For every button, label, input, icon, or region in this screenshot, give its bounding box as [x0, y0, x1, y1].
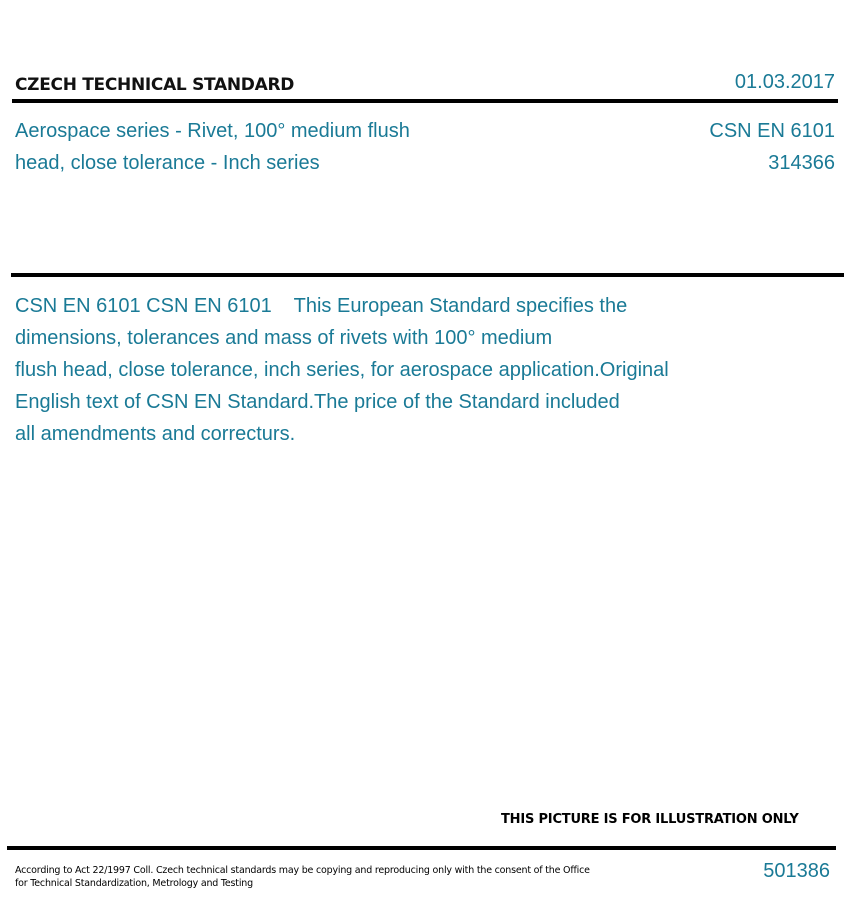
legal-notice — [15, 864, 595, 890]
title-line: Aerospace series - Rivet, 100° medium flush — [15, 120, 410, 142]
title-line: head, close tolerance - Inch series — [15, 152, 320, 174]
standard-code: CSN EN 6101 — [709, 120, 835, 142]
legal-line: for Technical Standardization, Metrology and Testing — [15, 878, 253, 889]
legal-line: According to Act 22/1997 Coll. Czech technical standards may be copying and reproducing only with the consent of the Office — [15, 865, 590, 876]
description-line: all amendments and correcturs. — [15, 423, 296, 445]
standard-title — [15, 115, 535, 179]
standard-label: CZECH TECHNICAL STANDARD — [15, 75, 295, 95]
catalog-number: 314366 — [768, 152, 835, 174]
description — [15, 290, 735, 450]
description-line: CSN EN 6101 CSN EN 6101 This European Standard specifies the — [15, 295, 628, 317]
standard-code-block — [709, 115, 835, 179]
publication-date: 01.03.2017 — [734, 71, 835, 93]
description-line: English text of CSN EN Standard.The price of the Standard included — [15, 391, 620, 413]
description-line: dimensions, tolerances and mass of rivets with 100° medium — [15, 327, 553, 349]
section-rule — [11, 273, 844, 277]
illustration-note: THIS PICTURE IS FOR ILLUSTRATION ONLY — [501, 812, 799, 827]
header-rule — [12, 99, 838, 103]
footer-number: 501386 — [763, 860, 830, 882]
footer-rule — [7, 846, 836, 850]
description-line: flush head, close tolerance, inch series, for aerospace application.Original — [15, 359, 669, 381]
